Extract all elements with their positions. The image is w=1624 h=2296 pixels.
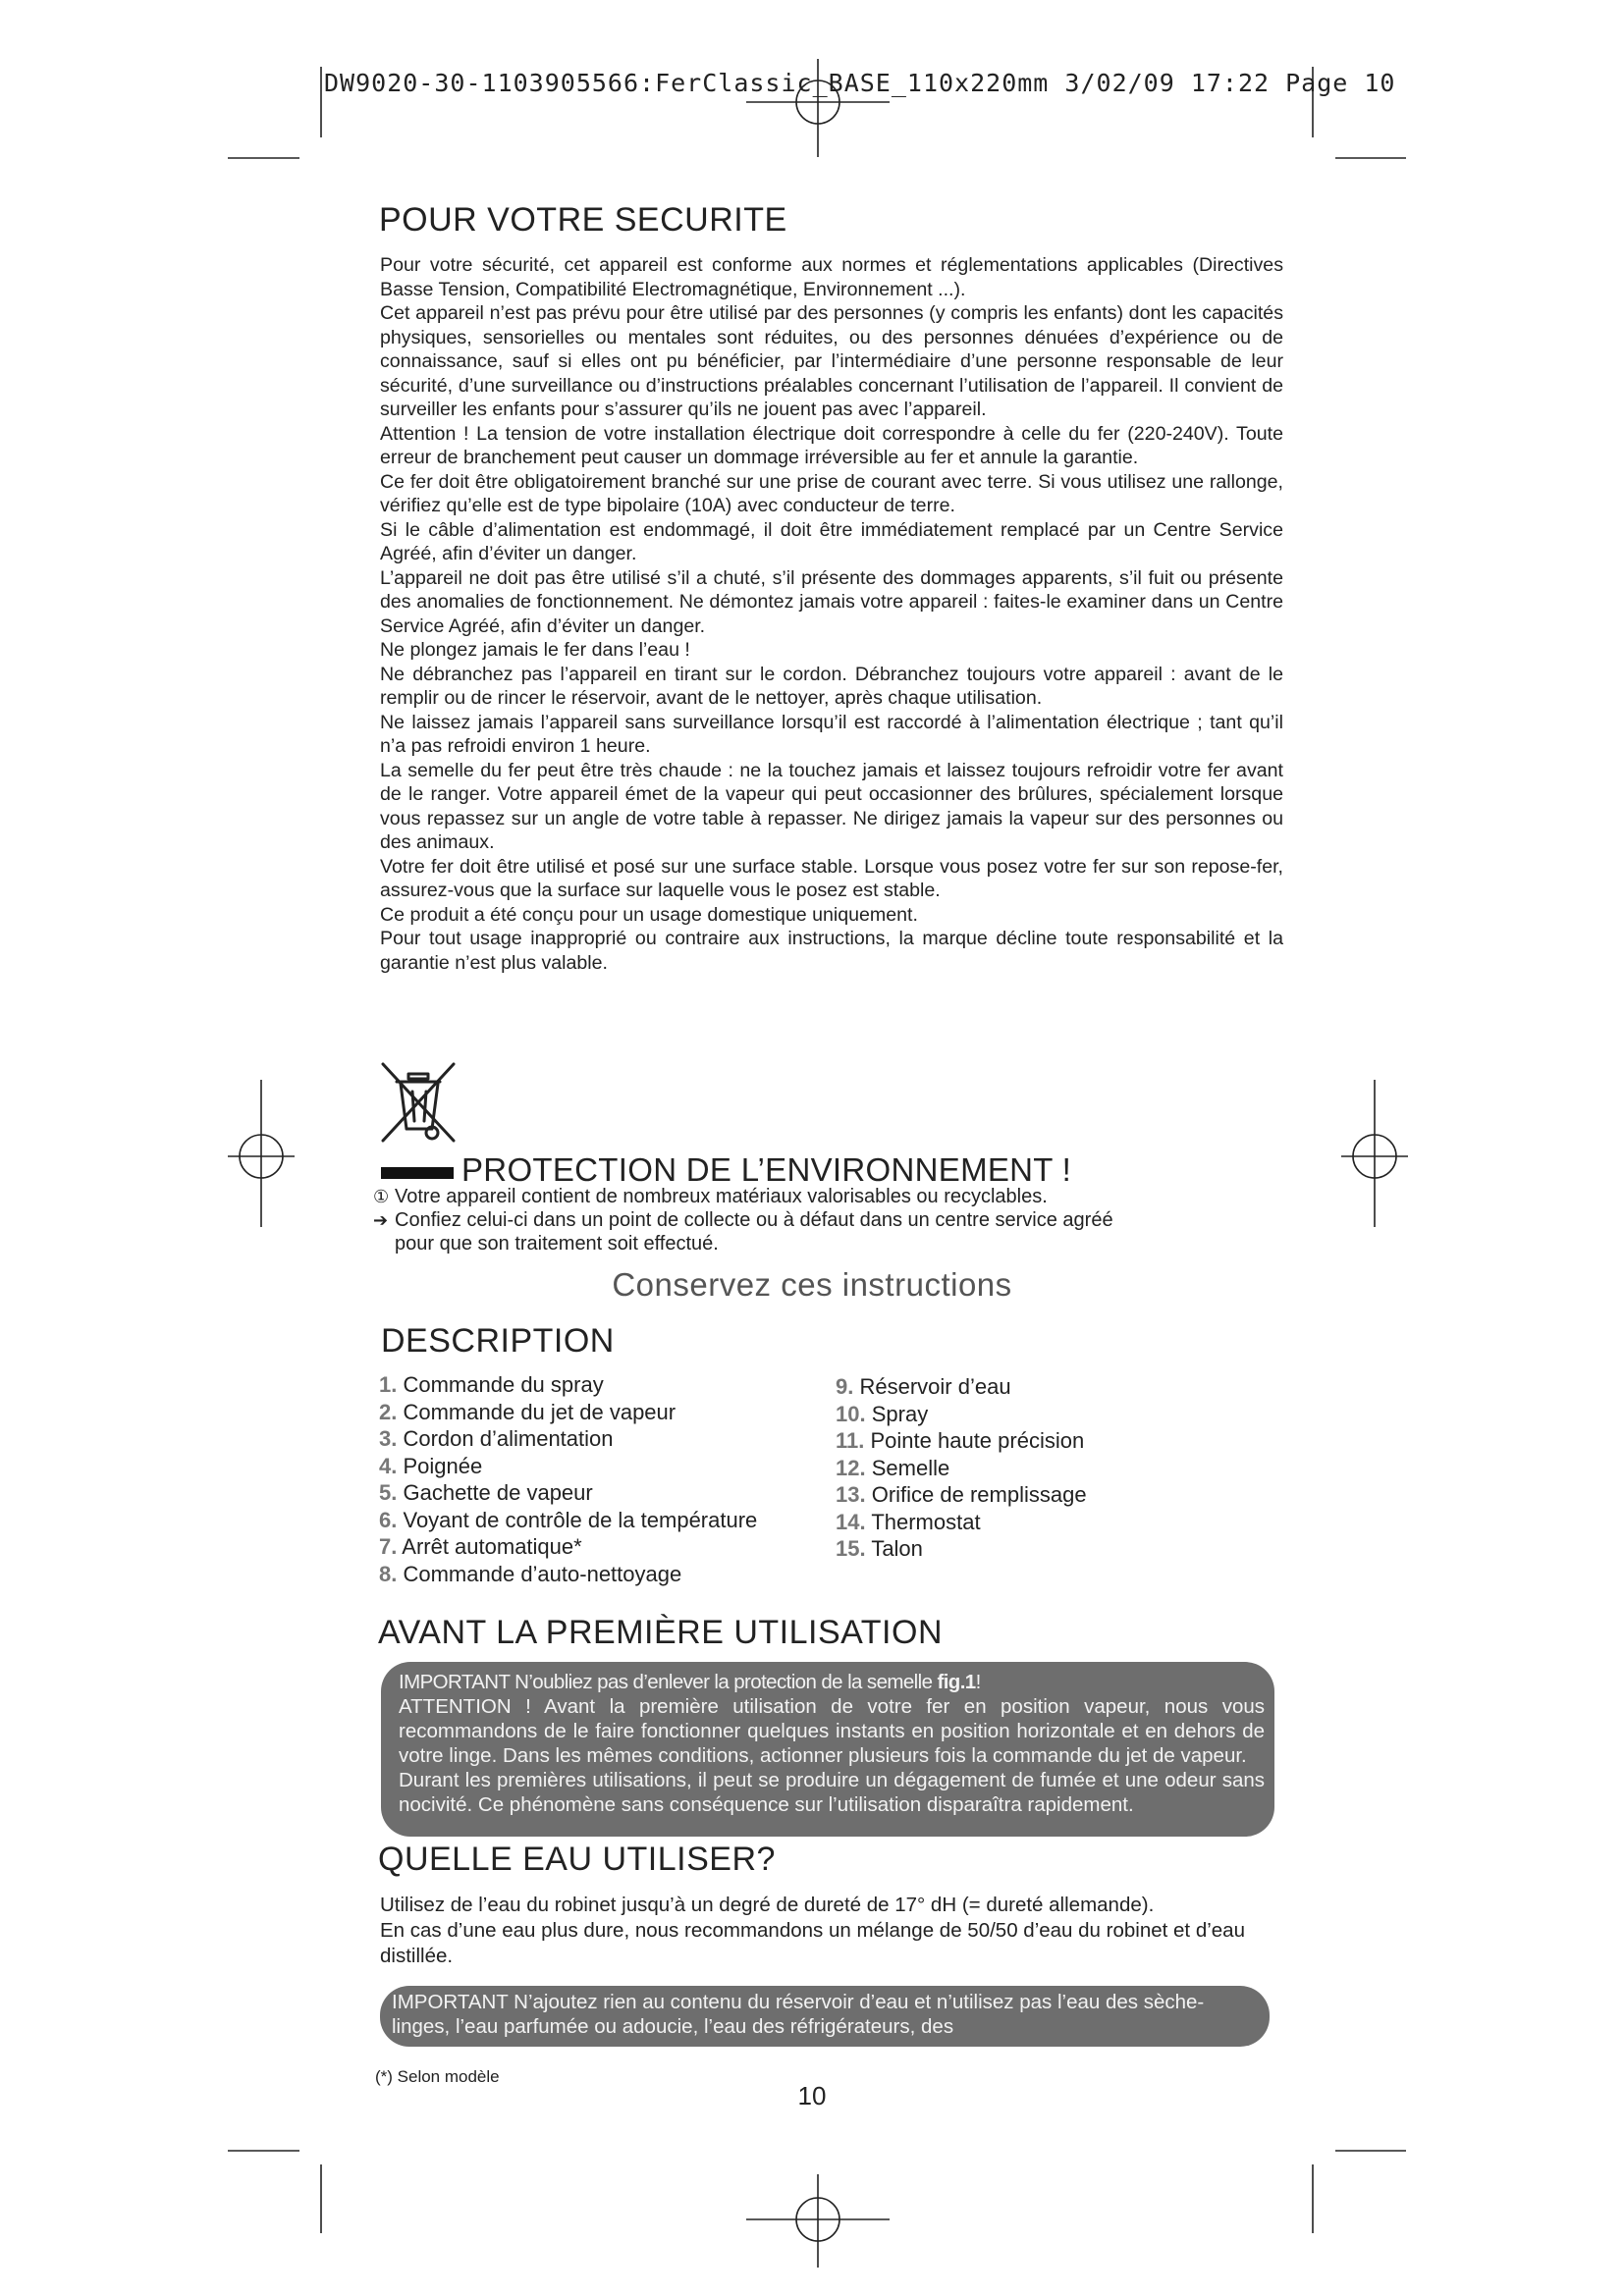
securite-paragraph: L’appareil ne doit pas être utilisé s’il a chuté, s’il présente des dommages apparents, s’il fuit ou présente des anomalies de fonctionnement. Ne démontez jamais votre appareil : faites-le examiner dans un Centre Service Agréé, afin d’éviter un danger. (380, 566, 1283, 637)
attention-text: ATTENTION ! Avant la première utilisation de votre fer en position vapeur, nous vous recommandons de le faire fonctionner quelques instants en position horizontale et en dehors de votre linge. Dans les mêmes conditions, actionner plusieurs fois la commande du jet de vapeur. (399, 1695, 1265, 1767)
item-label: Pointe haute précision (870, 1428, 1085, 1453)
item-number: 13. (836, 1482, 866, 1507)
info-circle-icon: ① (373, 1187, 390, 1206)
item-number: 10. (836, 1401, 866, 1426)
arrow-right-icon: ➔ (373, 1210, 389, 1230)
heading-bar (381, 1167, 454, 1179)
item-label: Commande d’auto-nettoyage (403, 1561, 682, 1586)
important-text: IMPORTANT N’ajoutez rien au contenu du réservoir d’eau et n’utilisez pas l’eau des sèche-linges, l’eau parfumée ou adoucie, l’eau des réfrigérateurs, des (392, 1991, 1205, 2038)
item-number: 7. (379, 1534, 398, 1559)
avant-important-box (381, 1662, 1274, 1837)
securite-paragraph: Cet appareil n’est pas prévu pour être utilisé par des personnes (y compris les enfants) dont les capacités physiques, sensorielles ou mentales sont réduites, ou des personnes dénuées d’expérience ou de connaissance, sauf si elles ont pu bénéficier, par l’intermédiaire d’une personne responsable de leur sécurité, d’une surveillance ou d’instructions préalables concernant l’utilisation de l’appareil. Il convient de surveiller les enfants pour s’assurer qu’ils ne jouent pas avec l’appareil. (380, 302, 1283, 420)
item-label: Orifice de remplissage (871, 1482, 1087, 1507)
item-number: 11. (836, 1428, 865, 1453)
description-item (836, 1401, 1087, 1428)
item-label: Gachette de vapeur (403, 1480, 593, 1505)
securite-paragraph: Ne débranchez pas l’appareil en tirant sur le cordon. Débranchez toujours votre appareil : avant de le remplir ou de rincer le réservoir, avant de le nettoyer, après chaque utilisation. (380, 663, 1283, 709)
footnote: (*) Selon modèle (375, 2067, 500, 2086)
item-label: Talon (871, 1536, 923, 1561)
description-item (836, 1427, 1087, 1455)
environment-text: pour que son traitement soit effectué. (395, 1233, 719, 1255)
environment-body (373, 1185, 1286, 1255)
securite-title: POUR VOTRE SECURITE (379, 201, 787, 239)
environment-text: Votre appareil contient de nombreux matériaux valorisables ou recyclables. (395, 1186, 1048, 1207)
item-label: Poignée (403, 1453, 483, 1478)
figure-reference: fig.1 (937, 1671, 976, 1693)
item-label: Réservoir d’eau (859, 1374, 1011, 1399)
item-number: 6. (379, 1507, 398, 1532)
important-line (399, 1670, 1265, 1694)
important-suffix: ! (975, 1671, 981, 1693)
securite-paragraph: Pour tout usage inapproprié ou contraire aux instructions, la marque décline toute responsabilité et la garantie n’est plus valable. (380, 928, 1283, 974)
description-item (379, 1561, 757, 1588)
description-item (379, 1453, 757, 1480)
description-item (836, 1455, 1087, 1482)
item-label: Commande du spray (403, 1372, 604, 1397)
item-label: Semelle (871, 1455, 950, 1480)
environment-line (373, 1208, 1286, 1232)
environment-heading (381, 1151, 1071, 1189)
description-item (379, 1399, 757, 1426)
eau-title: QUELLE EAU UTILISER? (378, 1841, 776, 1878)
securite-paragraph: Votre fer doit être utilisé et posé sur une surface stable. Lorsque vous posez votre fer sur son repose-fer, assurez-vous que la surface sur laquelle vous le posez est stable. (380, 855, 1283, 901)
description-list-right (836, 1373, 1087, 1563)
eau-paragraph: Utilisez de l’eau du robinet jusqu’à un degré de dureté de 17° dH (= dureté allemande). (380, 1894, 1155, 1916)
description-item (836, 1509, 1087, 1536)
description-item (379, 1371, 757, 1399)
securite-paragraph: Ne laissez jamais l’appareil sans surveillance lorsqu’il est raccordé à l’alimentation électrique ; tant qu’il n’a pas refroidi environ 1 heure. (380, 711, 1283, 757)
securite-paragraph: Attention ! La tension de votre installation électrique doit correspondre à celle du fer (220-240V). Toute erreur de branchement peut causer un dommage irréversible au fer et annule la garantie. (380, 422, 1283, 468)
environment-line (373, 1185, 1286, 1208)
securite-paragraph: Ce fer doit être obligatoirement branché sur une prise de courant avec terre. Si vous utilisez une rallonge, vérifiez qu’elle est de type bipolaire (10A) avec conducteur de terre. (380, 470, 1283, 516)
item-label: Thermostat (871, 1509, 981, 1534)
item-number: 8. (379, 1561, 398, 1586)
securite-paragraph: Ne plongez jamais le fer dans l’eau ! (380, 639, 690, 661)
item-number: 9. (836, 1374, 854, 1399)
item-number: 12. (836, 1455, 866, 1480)
description-item (379, 1425, 757, 1453)
environment-text: Confiez celui-ci dans un point de collecte ou à défaut dans un centre service agréé (395, 1209, 1113, 1231)
eau-important-box (380, 1986, 1270, 2047)
conservez-instructions: Conservez ces instructions (612, 1266, 1012, 1303)
item-number: 2. (379, 1399, 398, 1424)
premieres-utilisations-text: Durant les premières utilisations, il peut se produire un dégagement de fumée et une odeur sans nocivité. Ce phénomène sans conséquence sur l’utilisation disparaîtra rapidement. (399, 1769, 1265, 1816)
description-title: DESCRIPTION (381, 1322, 615, 1360)
securite-paragraph: Ce produit a été conçu pour un usage domestique uniquement. (380, 903, 918, 926)
securite-body (380, 253, 1283, 975)
description-item (836, 1481, 1087, 1509)
description-list-left (379, 1371, 757, 1587)
item-number: 4. (379, 1453, 398, 1478)
item-label: Spray (871, 1401, 929, 1426)
item-label: Commande du jet de vapeur (403, 1399, 677, 1424)
eau-body (380, 1893, 1283, 1969)
item-label: Voyant de contrôle de la température (403, 1507, 758, 1532)
item-number: 15. (836, 1536, 866, 1561)
eau-paragraph: En cas d’une eau plus dure, nous recommandons un mélange de 50/50 d’eau du robinet et d’eau distillée. (380, 1919, 1245, 1967)
description-item (379, 1533, 757, 1561)
page-number: 10 (797, 2081, 827, 2110)
item-label: Cordon d’alimentation (403, 1426, 614, 1451)
crossed-out-bin-icon (379, 1060, 460, 1148)
print-slug-line: DW9020-30-1103905566:FerClassic_BASE_110x220mm 3/02/09 17:22 Page 10 (324, 69, 1396, 97)
avant-title: AVANT LA PREMIÈRE UTILISATION (378, 1614, 944, 1651)
description-item (836, 1535, 1087, 1563)
item-number: 5. (379, 1480, 398, 1505)
item-number: 14. (836, 1509, 866, 1534)
securite-paragraph: Pour votre sécurité, cet appareil est conforme aux normes et réglementations applicables (Directives Basse Tension, Compatibilité Electromagnétique, Environnement ...). (380, 254, 1283, 300)
important-text: IMPORTANT N’oubliez pas d’enlever la protection de la semelle (399, 1671, 938, 1693)
securite-paragraph: La semelle du fer peut être très chaude : ne la touchez jamais et laissez toujours refroidir votre fer avant de le ranger. Votre appareil émet de la vapeur qui peut occasionner des brûlures, spécialement lorsque vous repassez sur un angle de votre table à repasser. Ne dirigez jamais la vapeur sur des personnes ou des animaux. (380, 759, 1283, 853)
item-number: 3. (379, 1426, 398, 1451)
description-item (379, 1479, 757, 1507)
securite-paragraph: Si le câble d’alimentation est endommagé, il doit être immédiatement remplacé par un Centre Service Agréé, afin d’éviter un danger. (380, 518, 1283, 564)
item-number: 1. (379, 1372, 398, 1397)
environment-title: PROTECTION DE L’ENVIRONNEMENT ! (461, 1151, 1072, 1188)
description-item (379, 1507, 757, 1534)
item-label: Arrêt automatique* (402, 1534, 582, 1559)
description-item (836, 1373, 1087, 1401)
